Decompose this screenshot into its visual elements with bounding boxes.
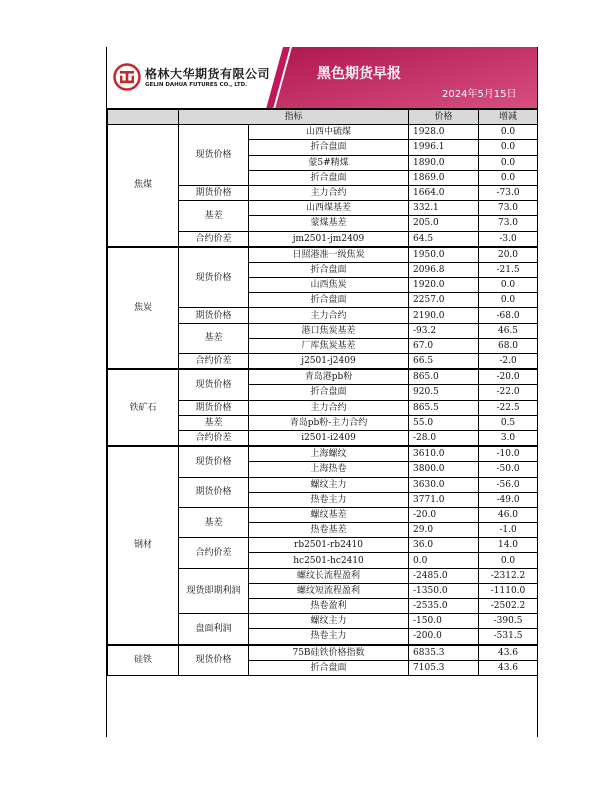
price-cell: 865.5 <box>409 400 479 415</box>
group-label: 合约价差 <box>179 430 249 446</box>
price-cell: 2096.8 <box>409 262 479 277</box>
group-label: 合约价差 <box>179 354 249 370</box>
company-brand <box>113 63 293 97</box>
price-cell: 2257.0 <box>409 293 479 308</box>
indicator-cell: 热卷基差 <box>249 523 409 538</box>
price-cell: 7105.3 <box>409 660 479 675</box>
section-label: 焦煤 <box>108 125 179 247</box>
indicator-cell: 折合盘面 <box>249 293 409 308</box>
section-label: 钢材 <box>108 446 179 644</box>
table-row <box>108 446 538 462</box>
price-cell: 2190.0 <box>409 308 479 323</box>
price-cell: -28.0 <box>409 430 479 446</box>
section-label: 铁矿石 <box>108 369 179 446</box>
price-cell: 29.0 <box>409 523 479 538</box>
price-cell: 67.0 <box>409 338 479 353</box>
price-cell: -2485.0 <box>409 568 479 583</box>
report-header <box>107 47 537 109</box>
group-label: 合约价差 <box>179 538 249 568</box>
company-logo-icon <box>113 63 141 91</box>
indicator-cell: 折合盘面 <box>249 170 409 185</box>
price-cell: 1996.1 <box>409 140 479 155</box>
price-cell: 64.5 <box>409 231 479 247</box>
indicator-cell: 螺纹基差 <box>249 507 409 522</box>
section-label: 焦炭 <box>108 247 179 370</box>
change-cell: -20.0 <box>479 369 538 385</box>
change-cell: 73.0 <box>479 216 538 231</box>
price-cell: -2535.0 <box>409 599 479 614</box>
change-cell: -2312.2 <box>479 568 538 583</box>
indicator-cell: 山西煤基差 <box>249 201 409 216</box>
group-label: 期货价格 <box>179 308 249 323</box>
change-cell: 20.0 <box>479 247 538 263</box>
table-row <box>108 125 538 140</box>
indicator-cell: 螺纹主力 <box>249 477 409 492</box>
change-cell: -2502.2 <box>479 599 538 614</box>
change-cell: -68.0 <box>479 308 538 323</box>
price-cell: -200.0 <box>409 629 479 645</box>
group-label: 现货价格 <box>179 125 249 186</box>
section-label: 硅铁 <box>108 645 179 676</box>
change-cell: 0.0 <box>479 553 538 568</box>
indicator-cell: hc2501-hc2410 <box>249 553 409 568</box>
table-row <box>108 645 538 661</box>
change-cell: 0.0 <box>479 125 538 140</box>
indicator-cell: 折合盘面 <box>249 262 409 277</box>
change-cell: 0.0 <box>479 140 538 155</box>
price-cell: 1928.0 <box>409 125 479 140</box>
group-label: 现货价格 <box>179 247 249 308</box>
price-cell: 1869.0 <box>409 170 479 185</box>
change-cell: -390.5 <box>479 614 538 629</box>
group-label: 基差 <box>179 201 249 231</box>
change-cell: 46.0 <box>479 507 538 522</box>
indicator-cell: 主力合约 <box>249 308 409 323</box>
change-cell: -49.0 <box>479 492 538 507</box>
header-blank <box>108 110 179 125</box>
indicator-cell: 蒙5#精煤 <box>249 155 409 170</box>
report-date: 2024年5月15日 <box>442 89 517 100</box>
indicator-cell: 主力合约 <box>249 400 409 415</box>
column-header-price: 价格 <box>409 110 479 125</box>
price-cell: 0.0 <box>409 553 479 568</box>
price-cell: -20.0 <box>409 507 479 522</box>
change-cell: -22.5 <box>479 400 538 415</box>
price-cell: 1890.0 <box>409 155 479 170</box>
price-cell: 920.5 <box>409 385 479 400</box>
group-label: 合约价差 <box>179 231 249 247</box>
change-cell: 73.0 <box>479 201 538 216</box>
column-header-indicator: 指标 <box>179 110 409 125</box>
indicator-cell: 上海热卷 <box>249 462 409 477</box>
group-label: 期货价格 <box>179 477 249 507</box>
price-cell: 205.0 <box>409 216 479 231</box>
group-label: 盘面利润 <box>179 614 249 645</box>
indicator-cell: 螺纹短流程盈利 <box>249 583 409 598</box>
change-cell: -73.0 <box>479 185 538 200</box>
indicator-cell: 热卷主力 <box>249 629 409 645</box>
change-cell: 46.5 <box>479 323 538 338</box>
indicator-cell: 75B硅铁价格指数 <box>249 645 409 661</box>
company-name-en: GELIN DAHUA FUTURES CO., LTD. <box>145 82 248 88</box>
change-cell: 14.0 <box>479 538 538 553</box>
company-name-cn: 格林大华期货有限公司 <box>145 67 271 81</box>
change-cell: -56.0 <box>479 477 538 492</box>
indicator-cell: j2501-j2409 <box>249 354 409 370</box>
price-cell: -93.2 <box>409 323 479 338</box>
indicator-cell: 日照港准一级焦炭 <box>249 247 409 263</box>
indicator-cell: 蒙煤基差 <box>249 216 409 231</box>
price-cell: -1350.0 <box>409 583 479 598</box>
indicator-cell: 上海螺纹 <box>249 446 409 462</box>
indicator-cell: 厂库焦炭基差 <box>249 338 409 353</box>
indicator-cell: 螺纹主力 <box>249 614 409 629</box>
table-body <box>108 125 538 676</box>
group-label: 基差 <box>179 415 249 430</box>
change-cell: -531.5 <box>479 629 538 645</box>
price-cell: 1920.0 <box>409 278 479 293</box>
price-cell: 3800.0 <box>409 462 479 477</box>
column-header-change: 增减 <box>479 110 538 125</box>
indicator-cell: jm2501-jm2409 <box>249 231 409 247</box>
change-cell: 68.0 <box>479 338 538 353</box>
indicator-cell: 热卷主力 <box>249 492 409 507</box>
change-cell: -1.0 <box>479 523 538 538</box>
indicator-cell: 山西中硫煤 <box>249 125 409 140</box>
price-cell: 1664.0 <box>409 185 479 200</box>
change-cell: 3.0 <box>479 430 538 446</box>
indicator-cell: 山西焦炭 <box>249 278 409 293</box>
indicator-cell: 折合盘面 <box>249 660 409 675</box>
price-cell: 3610.0 <box>409 446 479 462</box>
price-cell: -150.0 <box>409 614 479 629</box>
change-cell: -21.5 <box>479 262 538 277</box>
group-label: 现货价格 <box>179 645 249 676</box>
indicator-cell: 折合盘面 <box>249 140 409 155</box>
group-label: 期货价格 <box>179 185 249 200</box>
change-cell: 0.5 <box>479 415 538 430</box>
table-row <box>108 247 538 263</box>
change-cell: -50.0 <box>479 462 538 477</box>
change-cell: -3.0 <box>479 231 538 247</box>
indicator-cell: 港口焦炭基差 <box>249 323 409 338</box>
indicator-cell: i2501-i2409 <box>249 430 409 446</box>
price-cell: 6835.3 <box>409 645 479 661</box>
change-cell: -10.0 <box>479 446 538 462</box>
change-cell: 43.6 <box>479 645 538 661</box>
price-cell: 332.1 <box>409 201 479 216</box>
group-label: 现货价格 <box>179 369 249 400</box>
change-cell: 0.0 <box>479 278 538 293</box>
price-cell: 36.0 <box>409 538 479 553</box>
group-label: 现货价格 <box>179 446 249 477</box>
price-cell: 3771.0 <box>409 492 479 507</box>
table-header-row <box>108 110 538 125</box>
group-label: 现货即期利润 <box>179 568 249 614</box>
change-cell: 0.0 <box>479 155 538 170</box>
change-cell: 43.6 <box>479 660 538 675</box>
change-cell: -1110.0 <box>479 583 538 598</box>
price-cell: 1950.0 <box>409 247 479 263</box>
change-cell: 0.0 <box>479 293 538 308</box>
price-cell: 3630.0 <box>409 477 479 492</box>
indicator-cell: 青岛pb粉-主力合约 <box>249 415 409 430</box>
change-cell: 0.0 <box>479 170 538 185</box>
table-row <box>108 369 538 385</box>
price-cell: 66.5 <box>409 354 479 370</box>
indicator-cell: rb2501-rb2410 <box>249 538 409 553</box>
group-label: 基差 <box>179 323 249 353</box>
group-label: 期货价格 <box>179 400 249 415</box>
indicator-cell: 青岛港pb粉 <box>249 369 409 385</box>
report-title: 黑色期货早报 <box>317 66 401 82</box>
indicator-cell: 折合盘面 <box>249 385 409 400</box>
indicator-cell: 主力合约 <box>249 185 409 200</box>
change-cell: -2.0 <box>479 354 538 370</box>
price-cell: 55.0 <box>409 415 479 430</box>
price-table <box>107 109 538 676</box>
indicator-cell: 热卷盈利 <box>249 599 409 614</box>
change-cell: -22.0 <box>479 385 538 400</box>
indicator-cell: 螺纹长流程盈利 <box>249 568 409 583</box>
price-cell: 865.0 <box>409 369 479 385</box>
group-label: 基差 <box>179 507 249 537</box>
report-page <box>106 47 538 737</box>
